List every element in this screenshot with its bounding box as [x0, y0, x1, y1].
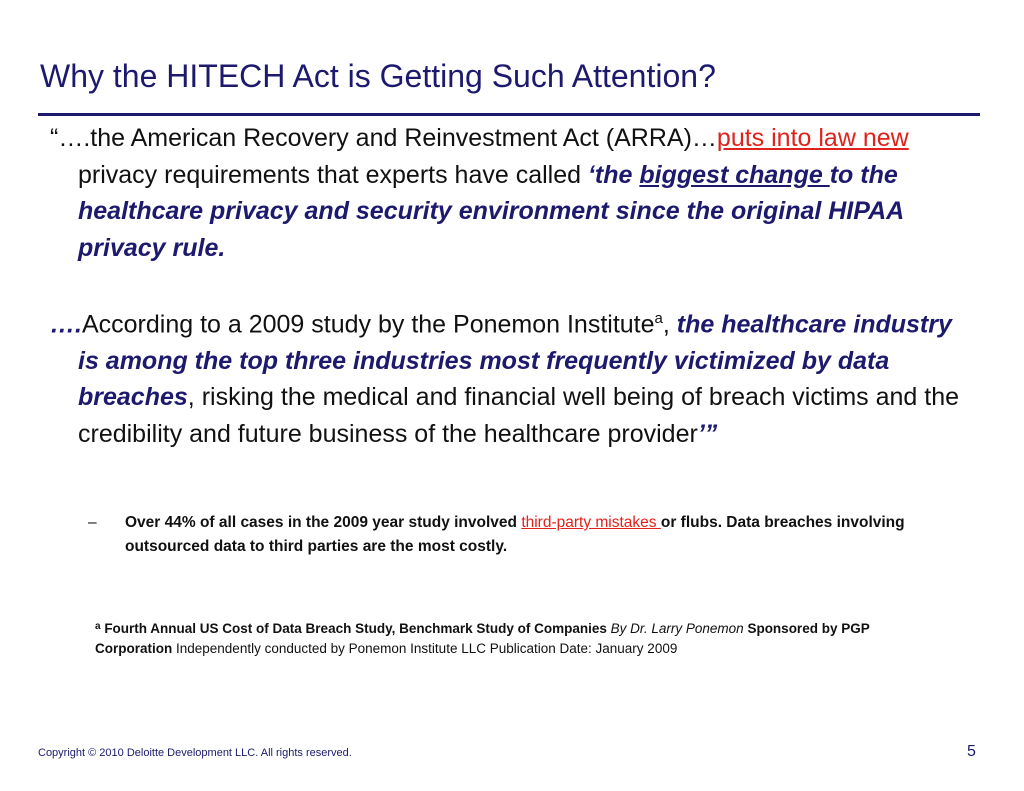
quote-red-underlined-text: puts into law new	[716, 124, 909, 152]
quote-ellipsis-lead: ….	[50, 310, 82, 339]
quote-study-text: According to a 2009 study by the Ponemon Institute	[81, 310, 655, 339]
bullet-dash: –	[88, 514, 97, 531]
quote-emphasis-open: ‘the	[587, 160, 640, 189]
quote-middle-text: privacy requirements that experts have called	[78, 160, 588, 189]
footnote-sponsor: Sponsored by PGP Corporation	[95, 621, 870, 656]
quote-paragraph-ponemon	[50, 301, 970, 452]
bullet-underlined-phrase: third-party mistakes	[521, 514, 661, 531]
footnote-ref-marker: a	[654, 310, 663, 327]
copyright-notice: Copyright © 2010 Deloitte Development LLC. All rights reserved.	[38, 747, 352, 759]
footnote-citation	[95, 617, 875, 659]
page-number: 5	[967, 743, 976, 760]
quote-emphasis-underlined: biggest change	[639, 160, 830, 189]
quote-industry-emphasis: the healthcare industry is among the top three industries most frequently victimized by data breaches	[78, 310, 952, 412]
footnote-author: By Dr. Larry Ponemon	[606, 621, 744, 636]
bullet-third-party	[88, 511, 988, 559]
footnote-study-title: Fourth Annual US Cost of Data Breach Study, Benchmark Study of Companies	[100, 621, 607, 636]
bullet-text-start: Over 44% of all cases in the 2009 year study involved	[125, 514, 522, 531]
quote-emphasis-rest: to the healthcare privacy and security environment since the original HIPAA privacy rule.	[78, 160, 904, 262]
footnote-details: Independently conducted by Ponemon Institute LLC Publication Date: January 2009	[172, 641, 678, 656]
slide-title: Why the HITECH Act is Getting Such Attention?	[40, 58, 716, 94]
quote-paragraph-arra	[50, 120, 970, 266]
quote-block	[50, 120, 970, 452]
bullet-text	[125, 511, 988, 559]
quote-comma: ,	[662, 310, 677, 339]
footnote-marker: a	[95, 621, 101, 632]
quote-risk-text: , risking the medical and financial well being of breach victims and the credibility and future business of the healthcare provider	[78, 383, 960, 448]
bullet-text-end: or flubs. Data breaches involving outsourced data to third parties are the most costly.	[125, 514, 905, 555]
quote-closing-mark: ’”	[697, 419, 718, 448]
quote-opening-text: “….the American Recovery and Reinvestment Act (ARRA)…	[50, 124, 717, 152]
title-underline-divider	[38, 113, 980, 116]
